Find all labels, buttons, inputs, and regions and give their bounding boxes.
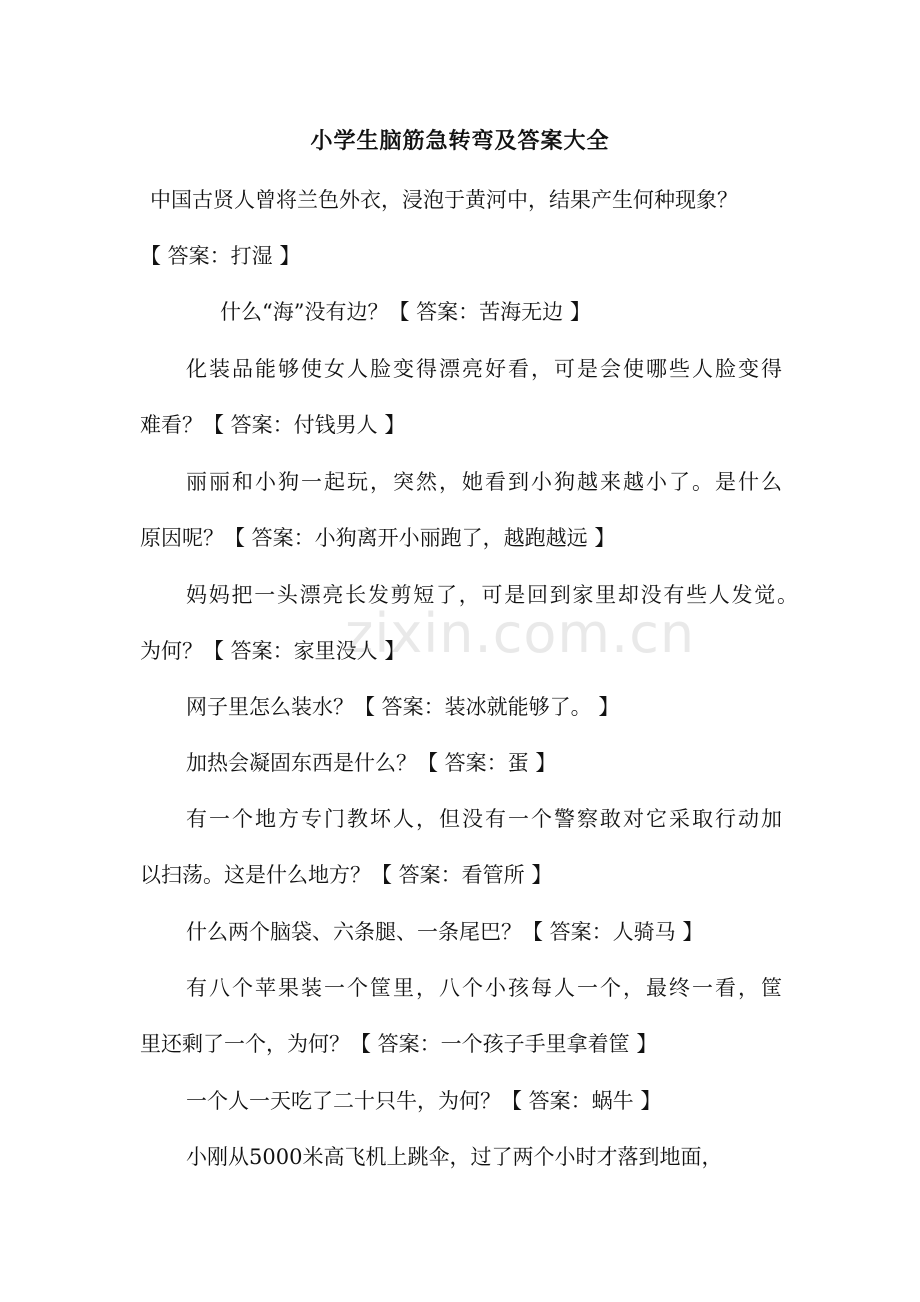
watermark: zixin.com.cn (345, 602, 696, 665)
paragraph-line: 什么“海”没有边？【 答案：苦海无边 】 (220, 300, 591, 324)
paragraph-line: 网子里怎么装水？【 答案：装冰就能够了。 】 (186, 695, 620, 719)
paragraph-line: 什么两个脑袋、六条腿、一条尾巴？【 答案：人骑马 】 (186, 920, 704, 944)
paragraph-line: 化装品能够使女人脸变得漂亮好看，可是会使哪些人脸变得 (186, 357, 782, 381)
paragraph-line: 里还剩了一个，为何？【 答案：一个孩子手里拿着筐 】 (140, 1032, 658, 1056)
paragraph-line: 妈妈把一头漂亮长发剪短了，可是回到家里却没有些人发觉。 (186, 583, 798, 607)
paragraph-line: 丽丽和小狗一起玩，突然，她看到小狗越来越小了。是什么 (186, 470, 782, 494)
paragraph-line: 一个人一天吃了二十只牛，为何？【 答案：蜗牛 】 (186, 1089, 662, 1113)
paragraph-line: 加热会凝固东西是什么？【 答案：蛋 】 (186, 751, 557, 775)
paragraph-line: 有一个地方专门教坏人，但没有一个警察敢对它采取行动加 (186, 807, 782, 831)
paragraph-line: 原因呢？【 答案：小狗离开小丽跑了，越跑越远 】 (140, 526, 616, 550)
paragraph-line: 难看？【 答案：付钱男人 】 (140, 413, 406, 437)
document-title: 小学生脑筋急转弯及答案大全 (310, 128, 610, 154)
paragraph-line: 以扫荡。这是什么地方？【 答案：看管所 】 (140, 863, 553, 887)
paragraph-line: 有八个苹果装一个筐里，八个小孩每人一个，最终一看，筐 (186, 976, 782, 1000)
paragraph-line: 【 答案：打湿 】 (140, 244, 301, 268)
paragraph-line: 小刚从5000米高飞机上跳伞，过了两个小时才落到地面， (186, 1145, 723, 1169)
paragraph-line: 中国古贤人曾将兰色外衣，浸泡于黄河中，结果产生何种现象？ (150, 188, 738, 212)
paragraph-line: 为何？【 答案：家里没人 】 (140, 639, 406, 663)
